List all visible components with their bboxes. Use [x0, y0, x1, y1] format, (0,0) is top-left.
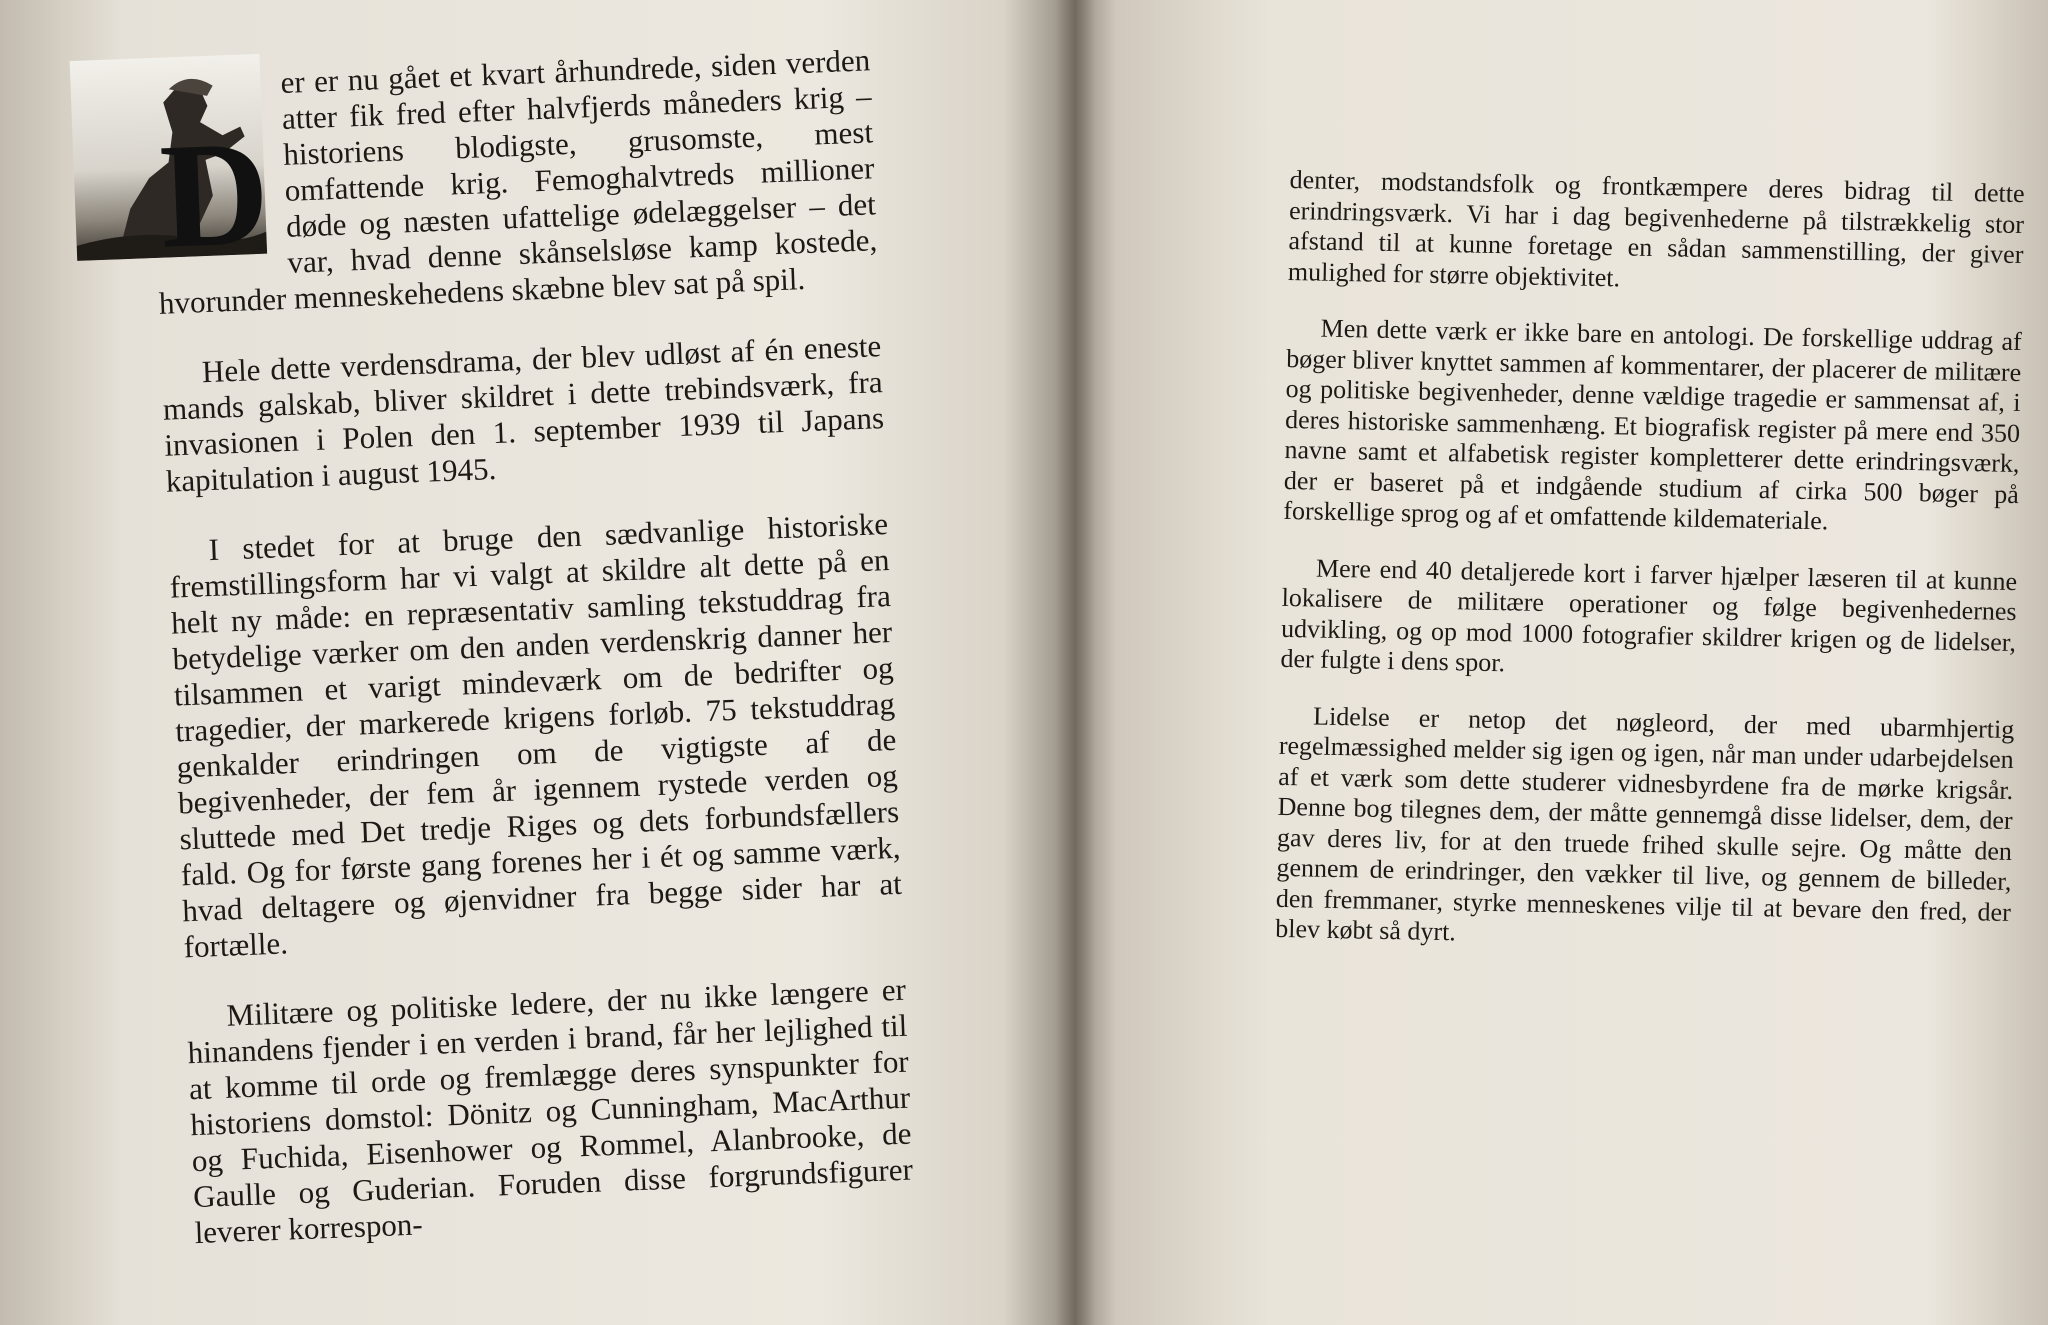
left-paragraph-1-text: er er nu gået et kvart århundrede, siden verden atter fik fred efter halvfjerds måneders krig – historiens blodigste, grusomste, mest omfattende krig. Femoghalvtreds millioner døde og næsten ufattelige ødelæggelser – det var, hvad denne skånselsløse kamp kostede, hvorunder menneskehedens skæbne blev sat på spil.: [158, 42, 878, 321]
right-page: [1075, 0, 2048, 1325]
left-paragraph-4: Militære og politiske ledere, der nu ikke længere er hinandens fjender i en verden i brand, får her lejlighed til at komme til orde og fremlægge deres synspunkter for historiens domstol: Dönitz og Cunningham, MacArthur og Fuchida, Eisenhower og Rommel, Alanbrooke, de Gaulle og Guderian. Foruden disse forgrundsfigurer leverer korrespon-: [187, 971, 914, 1251]
left-paragraph-2: Hele dette verdensdrama, der blev udløst af én eneste mands galskab, bliver skildret i dette trebindsværk, fra invasionen i Polen den 1. september 1939 til Japans kapitulation i august 1945.: [162, 328, 885, 499]
left-paragraph-3: I stedet for at bruge den sædvanlige historiske fremstillingsform har vi valgt at skildre alt dette på en helt ny måde: en repræsentativ samling tekstuddrag fra betydelige værker om den anden verdenskrig danner her tilsammen et varigt mindeværk om de bedrifter og tragedier, der markerede krigens forløb. 75 tekstuddrag genkalder erindringen om de vigtigste af de begivenheder, der fem år igennem rystede verden og sluttede med Det tredje Riges og dets forbundsfællers fald. Og for første gang forenes her i ét og samme værk, hvad deltagere og øjenvidner fra begge sider har at fortælle.: [169, 506, 903, 965]
dropcap-illustration: [70, 54, 272, 280]
right-paragraph-3: Mere end 40 detaljerede kort i farver hjælper læseren til at kunne lokalisere de militære operationer og følge begivenhedernes udvikling, og op mod 1000 fotografier skildrer krigen og de lidelser, der fulgte i dens spor.: [1280, 553, 2018, 678]
left-paragraph-1: [150, 42, 879, 321]
right-paragraph-2: Men dette værk er ikke bare en antologi. De forskellige uddrag af bøger bliver knyttet sammen af kommentarer, der placerer de militære og politiske begivenheder, denne vældige tragedie er sammensat af, i deres historiske sammenhæng. Et biografisk register på mere end 350 navne samt et alfabetisk register kompletterer dette erindringsværk, der er baseret på et indgående studium af cirka 500 bøger på forskellige sprog og af et omfattende kildemateriale.: [1283, 313, 2023, 536]
right-text-column: [1275, 165, 2025, 984]
right-paragraph-4: Lidelse er netop det nøgleord, der med ubarmhjertig regelmæssighed melder sig igen og igen, når man under udarbejdelsen af et værk som dette studerer vidnesbyrdene fra de mørke krigsår. Denne bog tilegnes dem, der måtte gennemgå disse lidelser, dem, der gav deres liv, for at den truede frihed skulle sejre. Og måtte den gennem de erindringer, den vækker til live, og gennem de billeder, den fremmaner, styrke menneskenes vilje til at bevare den fred, der blev købt så dyrt.: [1275, 701, 2015, 947]
dropcap-letter: D: [157, 109, 272, 280]
right-paragraph-1: denter, modstandsfolk og frontkæmpere deres bidrag til dette erindringsværk. Vi har i dag begivenhederne på tilstrækkelig stor afstand til at kunne foretage en sådan sammenstilling, der giver mulighed for større objektivitet.: [1287, 165, 2025, 292]
left-text-column: [150, 42, 916, 1285]
